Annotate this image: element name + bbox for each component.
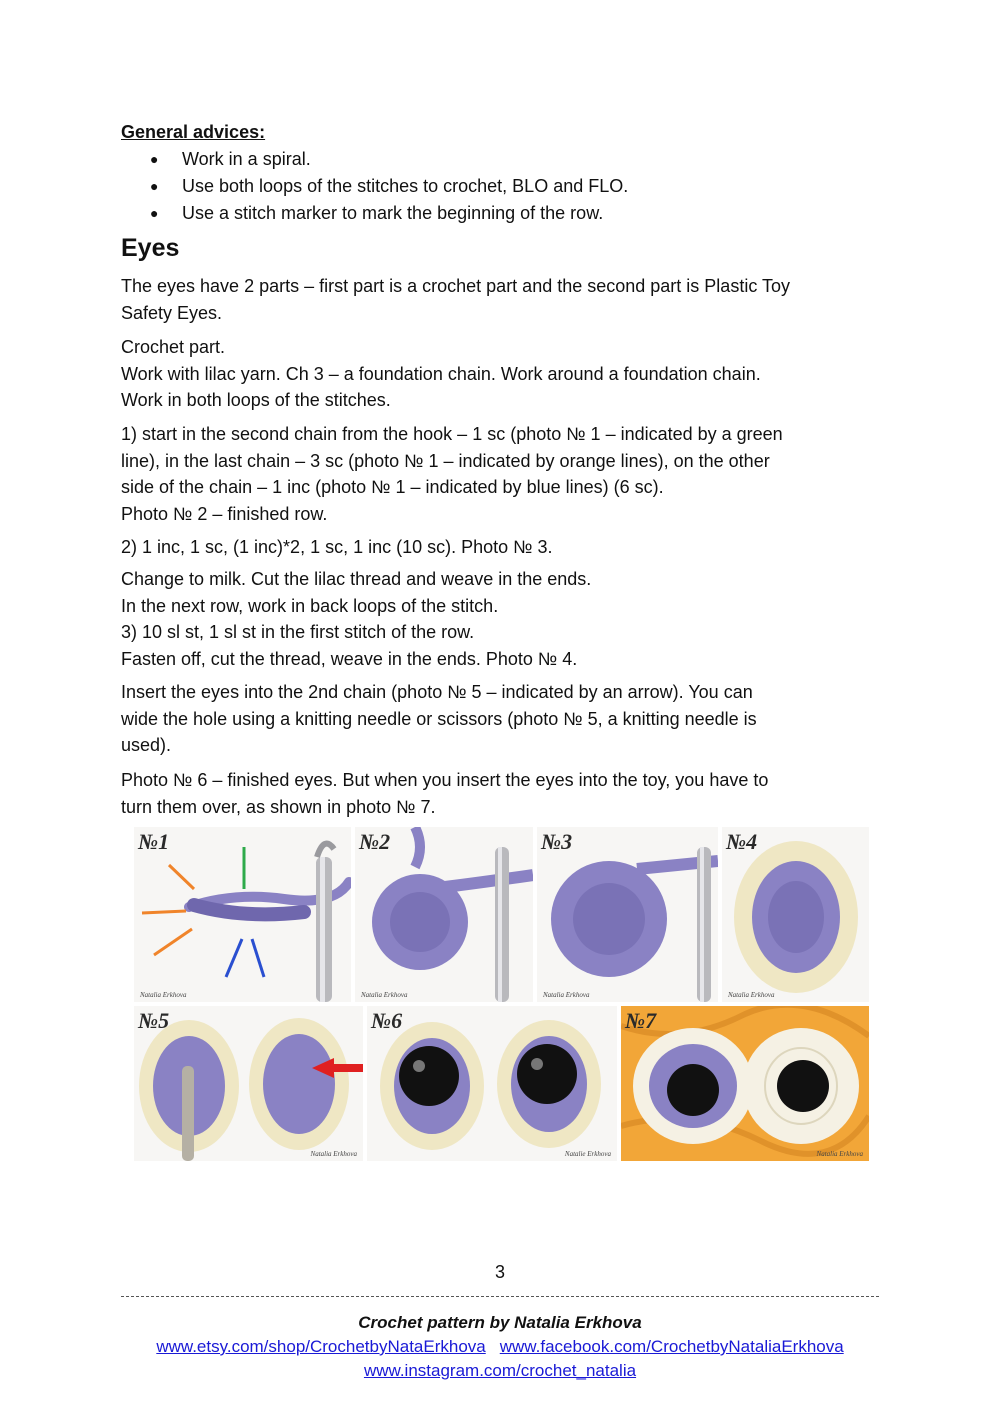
photo-1 (134, 827, 351, 1002)
advice-item: ● Use both loops of the stitches to crochet, BLO and FLO. (150, 174, 628, 201)
photo-6-image (367, 1006, 617, 1161)
text-line: Crochet part. (121, 337, 226, 357)
photo-6 (367, 1006, 617, 1161)
etsy-link[interactable]: www.etsy.com/shop/CrochetbyNataErkhova (156, 1337, 486, 1356)
photo-6-label: №6 (371, 1008, 403, 1033)
footer-links (0, 1337, 1000, 1357)
advice-item: ● Work in a spiral. (150, 147, 628, 174)
footer-links-second-row (0, 1361, 1000, 1381)
photo-1-label: №1 (138, 829, 170, 854)
instagram-link[interactable]: www.instagram.com/crochet_natalia (363, 1361, 637, 1380)
eyes-intro-paragraph (121, 273, 881, 326)
finished-eyes-paragraph (121, 767, 881, 820)
photo-7-credit: Natalia Erkhova (816, 1150, 863, 1158)
text-line: Photo № 6 – finished eyes. But when you insert the eyes into the toy, you have to (121, 770, 769, 790)
photo-4-credit: Natalia Erkhova (728, 991, 775, 999)
text-line: 3) 10 sl st, 1 sl st in the first stitch of the row. (121, 622, 475, 643)
photo-1-credit: Natalia Erkhova (140, 991, 187, 999)
crochet-part-paragraph (121, 334, 881, 414)
text-line: Change to milk. Cut the lilac thread and weave in the ends. (121, 569, 592, 589)
facebook-link[interactable]: www.facebook.com/CrochetbyNataliaErkhova (499, 1337, 844, 1356)
row3-paragraph (121, 566, 881, 672)
eyes-heading: Eyes (121, 234, 180, 262)
text-line: In the next row, work in back loops of the stitch. (121, 595, 499, 616)
text-line: turn them over, as shown in photo № 7. (121, 796, 436, 817)
text-line: The eyes have 2 parts – first part is a crochet part and the second part is Plastic Toy (121, 276, 791, 296)
text-line: Photo № 2 – finished row. (121, 503, 328, 524)
photo-2 (355, 827, 533, 1002)
photo-6-credit: Natalie Erkhova (564, 1150, 611, 1158)
text-line: 1) start in the second chain from the hook – 1 sc (photo № 1 – indicated by a green (121, 424, 783, 444)
photo-3-label: №3 (541, 829, 573, 854)
text-line: Insert the eyes into the 2nd chain (photo № 5 – indicated by an arrow). You can (121, 682, 753, 702)
photo-4 (722, 827, 869, 1002)
text-line: line), in the last chain – 3 sc (photo № 1 – indicated by orange lines), on the other (121, 450, 770, 471)
advice-item: ● Use a stitch marker to mark the beginning of the row. (150, 201, 628, 228)
text-line: wide the hole using a knitting needle or scissors (photo № 5, a knitting needle is (121, 708, 757, 729)
photo-7 (621, 1006, 869, 1161)
text-line: used). (121, 735, 172, 756)
text-line: side of the chain – 1 inc (photo № 1 – indicated by blue lines) (6 sc). (121, 477, 664, 498)
general-advices-heading: General advices: (121, 122, 266, 142)
photo-5-credit: Natalia Erkhova (310, 1150, 357, 1158)
insert-eyes-paragraph (121, 679, 881, 759)
photo-5-label: №5 (138, 1008, 170, 1033)
row1-paragraph (121, 421, 881, 527)
general-advices-list (150, 147, 628, 228)
photo-5 (134, 1006, 363, 1161)
text-line: Work in both loops of the stitches. (121, 390, 391, 411)
footer-credit: Crochet pattern by Natalia Erkhova (358, 1313, 642, 1332)
photo-3 (537, 827, 718, 1002)
photo-7-label: №7 (625, 1008, 657, 1033)
photo-7-image (621, 1006, 869, 1161)
row2-paragraph (121, 534, 881, 561)
text-line: Safety Eyes. (121, 302, 223, 323)
page-number: 3 (494, 1262, 505, 1282)
photo-grid (134, 827, 869, 1161)
text-line: 2) 1 inc, 1 sc, (1 inc)*2, 1 sc, 1 inc (10 sc). Photo № 3. (121, 537, 553, 557)
text-line: Fasten off, cut the thread, weave in the ends. Photo № 4. (121, 648, 578, 669)
footer-divider (121, 1296, 879, 1297)
photo-2-label: №2 (359, 829, 391, 854)
photo-4-label: №4 (726, 829, 758, 854)
text-line: Work with lilac yarn. Ch 3 – a foundation chain. Work around a foundation chain. (121, 363, 761, 384)
photo-2-credit: Natalia Erkhova (361, 991, 408, 999)
photo-3-credit: Natalia Erkhova (543, 991, 590, 999)
